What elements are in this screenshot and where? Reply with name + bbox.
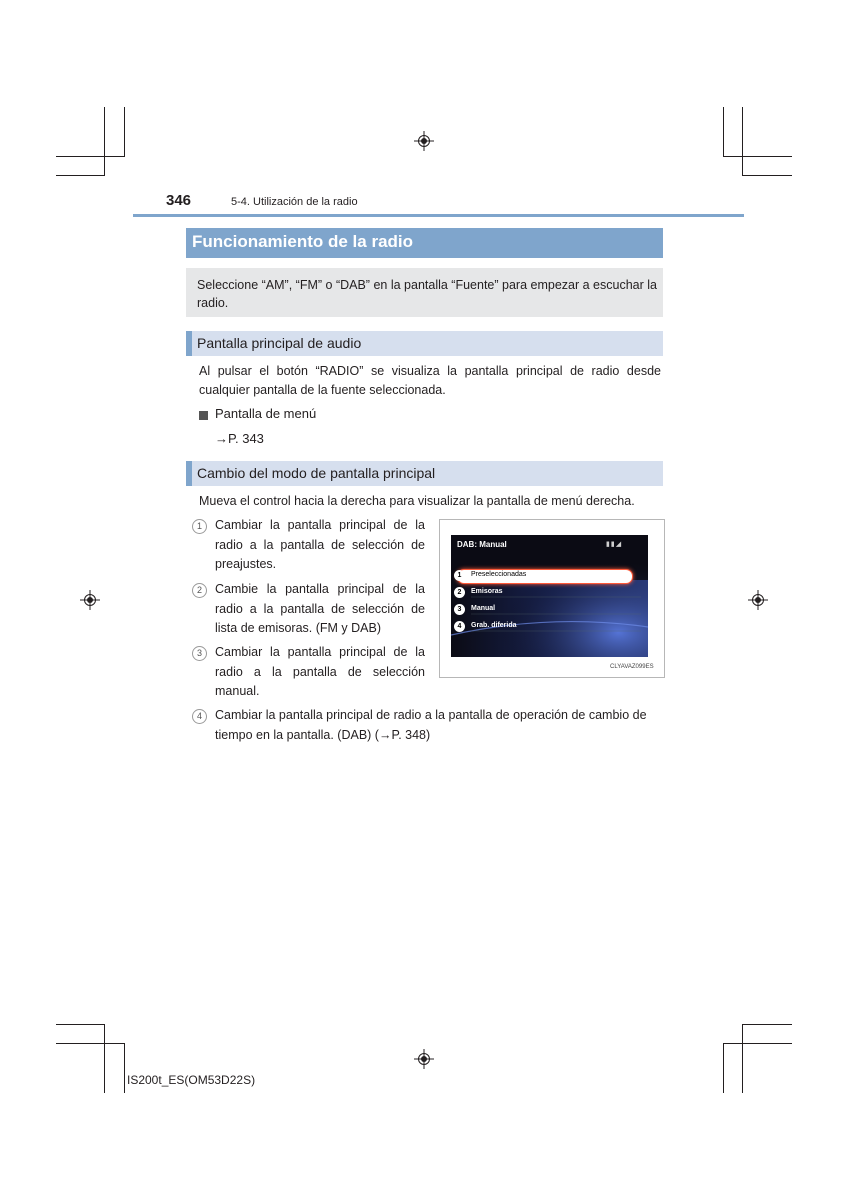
crop-mark — [56, 175, 105, 176]
menu-label: Preseleccionadas — [471, 571, 527, 578]
header-rule — [133, 214, 744, 217]
crop-mark — [742, 1024, 743, 1093]
registration-mark-icon — [414, 1049, 434, 1069]
crop-mark — [104, 1024, 105, 1093]
registration-mark-icon — [80, 590, 100, 610]
crop-mark — [723, 156, 792, 157]
section-title-banner — [186, 228, 663, 258]
menu-number-badge: 4 — [454, 621, 465, 632]
crop-mark — [56, 1024, 105, 1025]
subheading-accent-bar — [186, 461, 192, 486]
registration-mark-icon — [414, 131, 434, 151]
crop-mark — [723, 107, 724, 157]
screen-menu-item — [451, 620, 648, 634]
footer-manual-code: IS200t_ES(OM53D22S) — [127, 1073, 256, 1087]
crop-mark — [124, 1043, 125, 1093]
menu-label: Grab. diferida — [471, 622, 517, 629]
menu-label: Manual — [471, 605, 496, 612]
list-item: Cambie la pantalla principal de la radio a la pantalla de selección de lista de emisoras. (FM y DAB) — [215, 582, 425, 635]
menu-number-badge: 3 — [454, 604, 465, 615]
item-number-badge: 4 — [192, 709, 207, 724]
page-cross-reference[interactable]: →P. 343 — [215, 431, 264, 446]
crop-mark — [723, 1043, 724, 1093]
item-number-badge: 3 — [192, 646, 207, 661]
bullet-square-icon — [199, 411, 208, 420]
list-item: Cambiar la pantalla principal de la radio a la pantalla de selección de preajustes. — [215, 518, 425, 571]
subheading-accent-bar — [186, 331, 192, 356]
list-item: Cambiar la pantalla principal de la radio a la pantalla de selección manual. — [215, 645, 425, 698]
crop-mark — [742, 175, 792, 176]
screen-title: DAB: Manual — [457, 540, 507, 549]
page-number: 346 — [166, 192, 192, 209]
radio-screen-illustration — [451, 535, 648, 657]
crop-mark — [742, 1024, 792, 1025]
crop-mark — [742, 107, 743, 175]
list-item: Cambiar la pantalla principal de radio a la pantalla de operación de cambio de tiempo en la pantalla. (DAB) (→P. 348) — [215, 708, 647, 742]
screen-menu-item — [451, 569, 648, 583]
bullet-menu-screen: Pantalla de menú — [215, 406, 317, 421]
intro-box — [186, 268, 663, 317]
item-number-badge: 1 — [192, 519, 207, 534]
section-reference: 5-4. Utilización de la radio — [231, 196, 358, 208]
crop-mark — [723, 1043, 792, 1044]
screen-menu-item — [451, 586, 648, 600]
section2-body: Mueva el control hacia la derecha para visualizar la pantalla de menú derecha. — [199, 494, 635, 508]
page-title: Funcionamiento de la radio — [192, 232, 414, 251]
screen-menu-item — [451, 603, 648, 617]
subheading-main-audio-screen — [186, 331, 663, 356]
crop-mark — [56, 156, 125, 157]
section1-body: Al pulsar el botón “RADIO” se visualiza la pantalla principal de radio desde cualquier pantalla de la fuente seleccionada. — [199, 364, 661, 397]
subheading-change-main-screen-mode — [186, 461, 663, 486]
registration-mark-icon — [748, 590, 768, 610]
subheading-label: Pantalla principal de audio — [197, 335, 362, 351]
intro-text: Seleccione “AM”, “FM” o “DAB” en la pantalla “Fuente” para empezar a escuchar la radio. — [197, 278, 657, 310]
menu-number-badge: 1 — [454, 570, 465, 581]
menu-number-badge: 2 — [454, 587, 465, 598]
crop-mark — [104, 107, 105, 175]
signal-status-icon: ▮▮◢ — [606, 541, 623, 548]
figure-code: CLYAVAZ099ES — [610, 664, 654, 670]
item-number-badge: 2 — [192, 583, 207, 598]
menu-label: Emisoras — [471, 588, 503, 595]
crop-mark — [56, 1043, 125, 1044]
subheading-label: Cambio del modo de pantalla principal — [197, 465, 436, 481]
crop-mark — [124, 107, 125, 157]
